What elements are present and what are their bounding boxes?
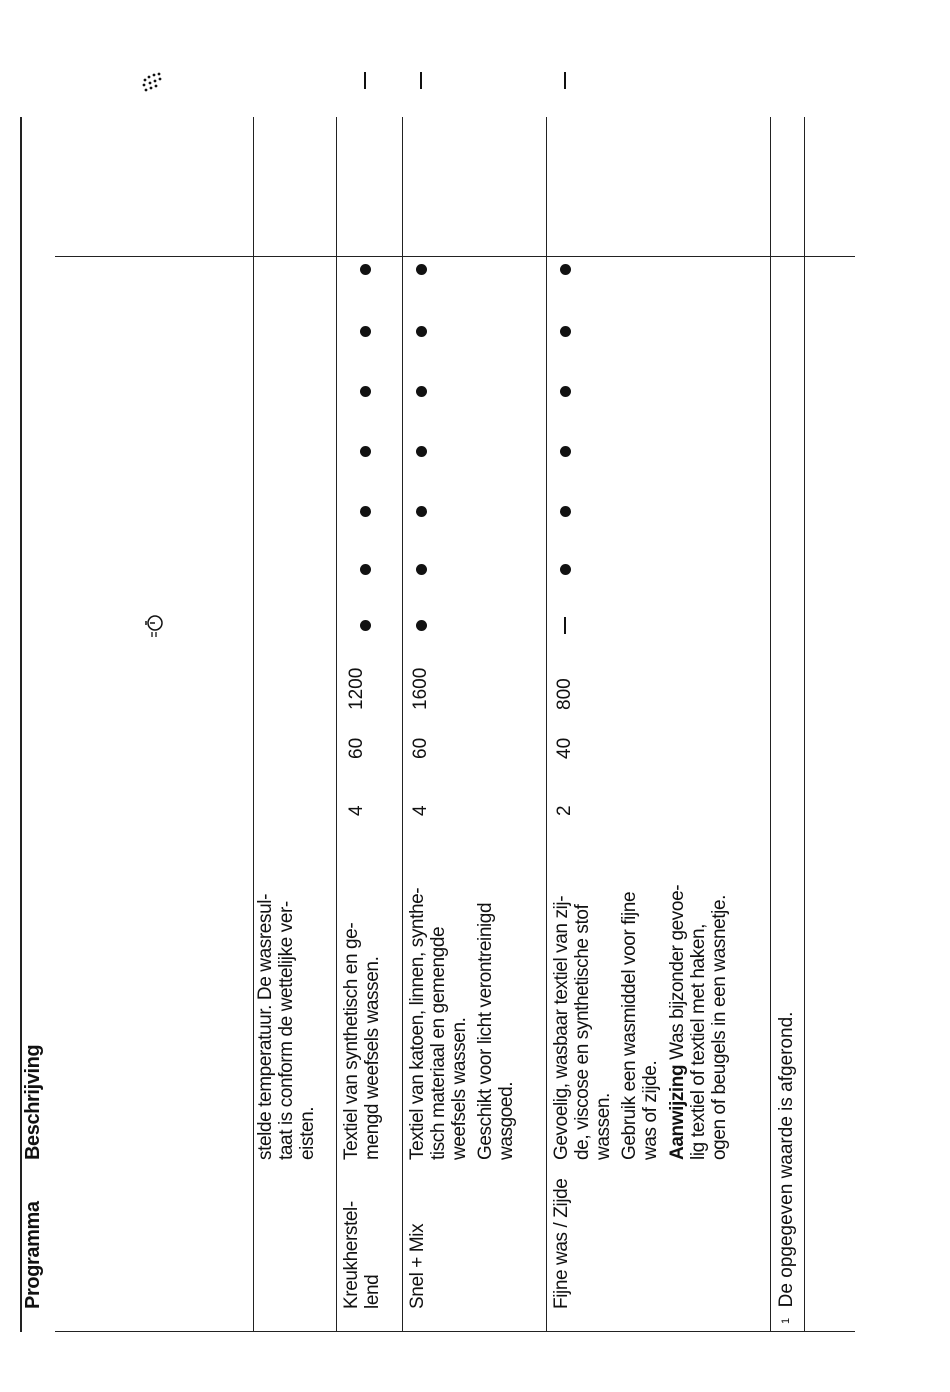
program-name: Snel + Mix bbox=[407, 1223, 428, 1309]
program-description: de, viscose en synthetische stof bbox=[572, 904, 593, 1160]
bullet-mark bbox=[416, 326, 427, 337]
footnote-text: De opgegeven waarde is afgerond. bbox=[776, 1011, 797, 1308]
bullet-mark bbox=[360, 326, 371, 337]
program-description: was of zijde. bbox=[640, 1060, 661, 1160]
program-name: lend bbox=[362, 1274, 383, 1309]
bullet-mark bbox=[416, 506, 427, 517]
row-separator bbox=[55, 256, 855, 257]
program-description: Geschikt voor licht verontreinigd bbox=[475, 902, 496, 1160]
bullet-mark bbox=[416, 264, 427, 275]
row-separator bbox=[546, 117, 547, 1332]
temp-value: 60 bbox=[346, 737, 367, 759]
program-description: Gevoelig, wasbaar textiel van zij- bbox=[551, 895, 572, 1160]
bullet-mark bbox=[416, 386, 427, 397]
dash-mark bbox=[420, 72, 422, 89]
table-bottom-border bbox=[804, 117, 805, 1332]
bullet-mark bbox=[560, 506, 571, 517]
header-beschrijving: Beschrijving bbox=[22, 1044, 44, 1160]
continuation-line: taat is conform de wettelijke ver- bbox=[276, 901, 297, 1160]
footnote-marker: 1 bbox=[780, 1317, 792, 1324]
bullet-mark bbox=[560, 446, 571, 457]
steam-spray-icon bbox=[140, 69, 166, 95]
row-separator bbox=[336, 117, 337, 1332]
program-description: wasgoed. bbox=[496, 1081, 517, 1160]
program-description: mengd weefsels wassen. bbox=[362, 956, 383, 1160]
quick-wash-icon bbox=[140, 612, 168, 640]
dash-mark bbox=[564, 72, 566, 89]
spin-value: 1200 bbox=[346, 667, 367, 710]
program-description: Gebruik een wasmiddel voor fijne bbox=[619, 891, 640, 1160]
bullet-mark bbox=[416, 564, 427, 575]
program-description: Textiel van synthetisch en ge- bbox=[341, 922, 362, 1160]
note-line: ogen of beugels in een wasnetje. bbox=[709, 894, 730, 1160]
temp-value: 60 bbox=[410, 737, 431, 759]
continuation-line: eisten. bbox=[297, 1106, 318, 1160]
note-text: Was bijzonder gevoe- bbox=[667, 884, 688, 1065]
footnote-separator bbox=[770, 117, 771, 1332]
bullet-mark bbox=[360, 620, 371, 631]
program-name: Kreukherstel- bbox=[341, 1201, 362, 1309]
continuation-line: stelde temperatuur. De wasresul- bbox=[255, 894, 276, 1160]
dash-mark bbox=[564, 617, 566, 634]
bullet-mark bbox=[360, 264, 371, 275]
spin-value: 1600 bbox=[410, 667, 431, 710]
bullet-mark bbox=[416, 446, 427, 457]
dash-mark bbox=[364, 72, 366, 89]
bullet-mark bbox=[360, 506, 371, 517]
spin-value: 800 bbox=[554, 678, 575, 710]
note-line: lig textiel of textiel met haken, bbox=[688, 923, 709, 1160]
footnote bbox=[776, 1012, 797, 1324]
bullet-mark bbox=[416, 620, 427, 631]
program-description: tisch materiaal en gemengde bbox=[428, 926, 449, 1160]
header-programma: Programma bbox=[22, 1201, 44, 1309]
load-value: 4 bbox=[410, 805, 431, 816]
bullet-mark bbox=[560, 564, 571, 575]
program-name: Fijne was / Zijde bbox=[551, 1178, 572, 1309]
program-description: wassen. bbox=[593, 1093, 614, 1160]
load-value: 4 bbox=[346, 805, 367, 816]
bullet-mark bbox=[360, 564, 371, 575]
load-value: 2 bbox=[554, 805, 575, 816]
bullet-mark bbox=[560, 264, 571, 275]
row-separator bbox=[55, 1331, 855, 1332]
bullet-mark bbox=[360, 386, 371, 397]
bullet-mark bbox=[560, 386, 571, 397]
program-description: Textiel van katoen, linnen, synthe- bbox=[407, 887, 428, 1160]
bullet-mark bbox=[560, 326, 571, 337]
note-label: Aanwijzing bbox=[667, 1064, 688, 1160]
program-description: weefsels wassen. bbox=[449, 1017, 470, 1160]
temp-value: 40 bbox=[554, 737, 575, 759]
header-separator bbox=[253, 117, 254, 1332]
note-line bbox=[667, 885, 688, 1160]
bullet-mark bbox=[360, 446, 371, 457]
row-separator bbox=[402, 117, 403, 1332]
